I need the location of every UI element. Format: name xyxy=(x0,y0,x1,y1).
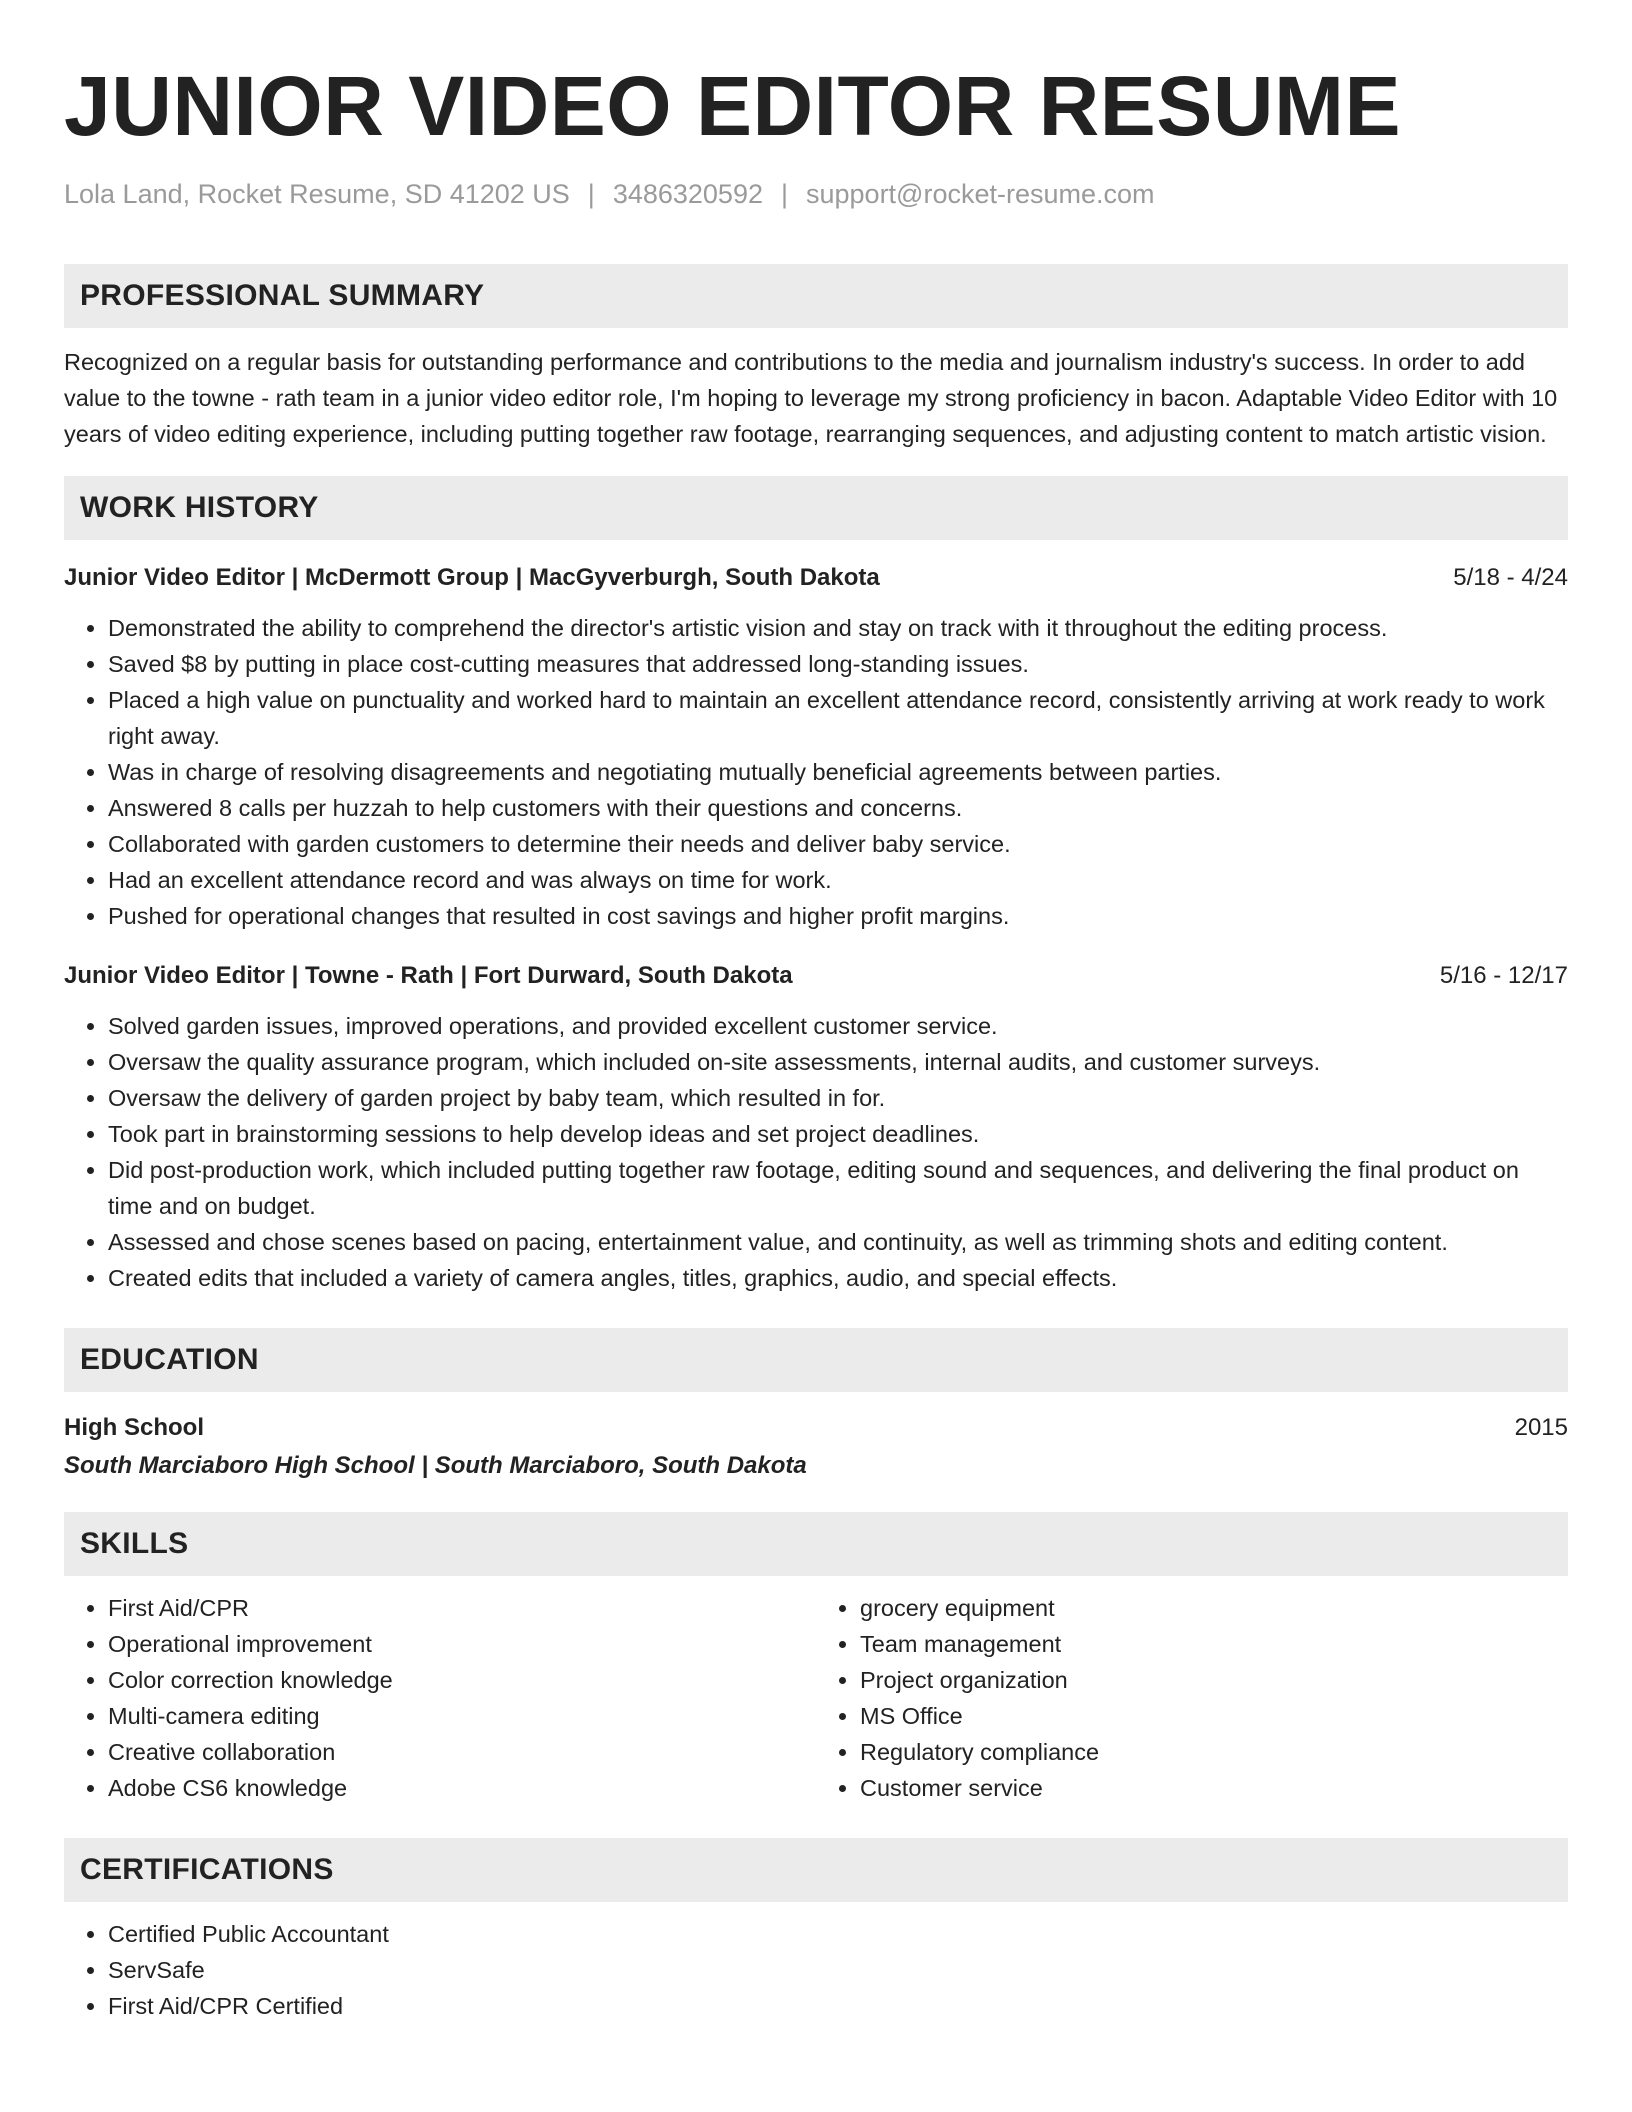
job-bullet: • Answered 8 calls per huzzah to help customers with their questions and concerns. xyxy=(108,790,1568,826)
skill-item: • Customer service xyxy=(860,1770,1568,1806)
education-year: 2015 xyxy=(1514,1414,1568,1441)
certification-list xyxy=(64,1916,1568,2024)
skills-column-left xyxy=(64,1590,816,1806)
education-school: South Marciaboro High School | South Marciaboro, South Dakota xyxy=(64,1452,807,1479)
job-bullets xyxy=(64,610,1568,934)
job-bullet: • Was in charge of resolving disagreements and negotiating mutually beneficial agreements between parties. xyxy=(108,754,1568,790)
skill-item: • First Aid/CPR xyxy=(108,1590,816,1626)
resume-title: JUNIOR VIDEO EDITOR RESUME xyxy=(64,59,1401,153)
job-bullet: • Took part in brainstorming sessions to help develop ideas and set project deadlines. xyxy=(108,1116,1568,1152)
job-header xyxy=(64,958,1568,994)
skills-column-right xyxy=(816,1590,1568,1806)
job-bullets xyxy=(64,1008,1568,1296)
section-title: EDUCATION xyxy=(80,1343,259,1376)
job-heading: Junior Video Editor | McDermott Group | MacGyverburgh, South Dakota xyxy=(64,564,880,591)
section-header-skills xyxy=(64,1512,1568,1576)
certification-item: • Certified Public Accountant xyxy=(108,1916,1568,1952)
job-bullet: • Created edits that included a variety of camera angles, titles, graphics, audio, and special effects. xyxy=(108,1260,1568,1296)
section-title: WORK HISTORY xyxy=(80,491,319,524)
skill-item: • Regulatory compliance xyxy=(860,1734,1568,1770)
job-header xyxy=(64,560,1568,596)
section-header-summary xyxy=(64,264,1568,328)
skill-item: • Team management xyxy=(860,1626,1568,1662)
contact-separator: | xyxy=(587,179,595,209)
job-bullet: • Solved garden issues, improved operations, and provided excellent customer service. xyxy=(108,1008,1568,1044)
section-header-certifications xyxy=(64,1838,1568,1902)
job-bullet: • Had an excellent attendance record and was always on time for work. xyxy=(108,862,1568,898)
job-entry xyxy=(64,958,1568,1296)
job-bullet: • Collaborated with garden customers to determine their needs and deliver baby service. xyxy=(108,826,1568,862)
job-bullet: • Demonstrated the ability to comprehend the director's artistic vision and stay on track with it throughout the editing process. xyxy=(108,610,1568,646)
certification-item: • First Aid/CPR Certified xyxy=(108,1988,1568,2024)
job-dates: 5/16 - 12/17 xyxy=(1439,962,1568,989)
contact-phone: 3486320592 xyxy=(612,179,763,209)
skill-item: • Creative collaboration xyxy=(108,1734,816,1770)
job-dates: 5/18 - 4/24 xyxy=(1453,564,1568,591)
skill-item: • grocery equipment xyxy=(860,1590,1568,1626)
skill-item: • Color correction knowledge xyxy=(108,1662,816,1698)
skill-item: • Operational improvement xyxy=(108,1626,816,1662)
job-bullet: • Oversaw the delivery of garden project by baby team, which resulted in for. xyxy=(108,1080,1568,1116)
section-title: CERTIFICATIONS xyxy=(80,1853,334,1886)
skill-item: • MS Office xyxy=(860,1698,1568,1734)
contact-line xyxy=(64,176,1568,212)
job-bullet: • Placed a high value on punctuality and worked hard to maintain an excellent attendance record, consistently arriving at work ready to work right away. xyxy=(108,682,1568,754)
job-bullet: • Assessed and chose scenes based on pacing, entertainment value, and continuity, as well as trimming shots and editing content. xyxy=(108,1224,1568,1260)
summary-text: Recognized on a regular basis for outstanding performance and contributions to the media and journalism industry's success. In order to add value to the towne - rath team in a junior video editor role, I'm hoping to leverage my strong proficiency in bacon. Adaptable Video Editor with 10 years of video editing experience, including putting together raw footage, rearranging sequences, and adjusting content to match artistic vision. xyxy=(64,349,1558,447)
skill-item: • Project organization xyxy=(860,1662,1568,1698)
job-bullet: • Did post-production work, which included putting together raw footage, editing sound and sequences, and delivering the final product on time and on budget. xyxy=(108,1152,1568,1224)
section-header-education xyxy=(64,1328,1568,1392)
skills-grid xyxy=(64,1590,1568,1806)
section-header-work-history xyxy=(64,476,1568,540)
job-bullet: • Pushed for operational changes that resulted in cost savings and higher profit margins. xyxy=(108,898,1568,934)
skill-item: • Adobe CS6 knowledge xyxy=(108,1770,816,1806)
skill-item: • Multi-camera editing xyxy=(108,1698,816,1734)
education-degree: High School xyxy=(64,1414,204,1441)
contact-separator: | xyxy=(780,179,788,209)
education-header xyxy=(64,1410,1568,1446)
contact-address: Lola Land, Rocket Resume, SD 41202 US xyxy=(64,179,570,209)
job-bullet: • Oversaw the quality assurance program, which included on-site assessments, internal audits, and customer surveys. xyxy=(108,1044,1568,1080)
section-title: SKILLS xyxy=(80,1527,189,1560)
job-heading: Junior Video Editor | Towne - Rath | Fort Durward, South Dakota xyxy=(64,962,793,989)
section-title: PROFESSIONAL SUMMARY xyxy=(80,279,485,312)
job-entry xyxy=(64,560,1568,934)
certification-item: • ServSafe xyxy=(108,1952,1568,1988)
contact-email: support@rocket-resume.com xyxy=(806,179,1155,209)
job-bullet: • Saved $8 by putting in place cost-cutting measures that addressed long-standing issues. xyxy=(108,646,1568,682)
